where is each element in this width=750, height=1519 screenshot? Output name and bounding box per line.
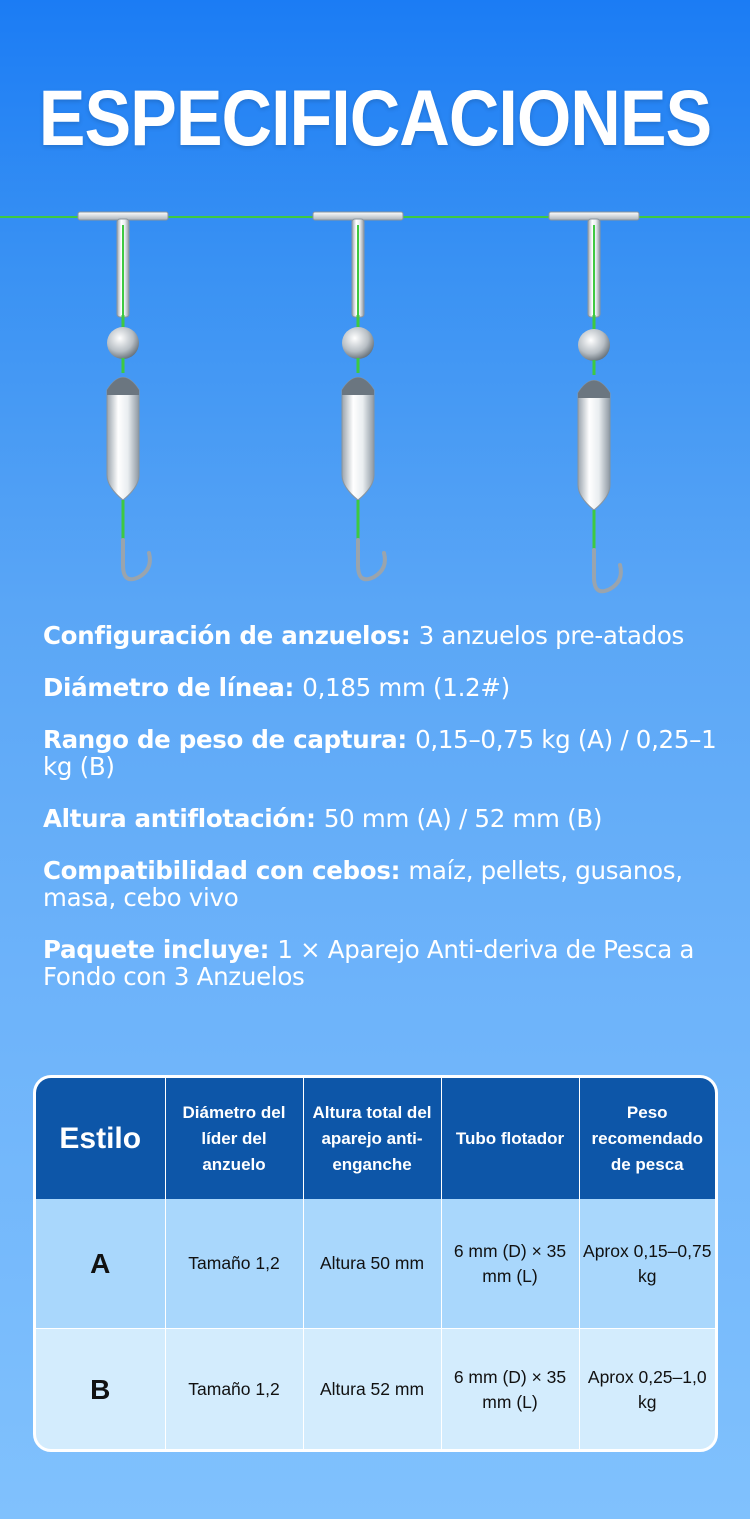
spec-line-diameter: Diámetro de línea: 0,185 mm (1.2#) <box>43 673 510 702</box>
swivel-bead <box>107 327 139 359</box>
cell-fishing-weight: Aprox 0,15–0,75 kg <box>579 1199 715 1329</box>
page-title: ESPECIFICACIONES <box>38 74 712 162</box>
header-leader-diameter: Diámetro del líder del anzuelo <box>165 1078 303 1199</box>
spec-package: Paquete incluye: 1 × Aparejo Anti-deriva de Pesca a Fondo con 3 Anzuelos <box>43 935 695 991</box>
cell-style: A <box>36 1199 165 1329</box>
spec-list <box>43 622 733 1015</box>
table-row <box>36 1329 715 1451</box>
rig-2 <box>313 212 403 579</box>
header-float-tube: Tubo flotador <box>441 1078 579 1199</box>
spec-catch-weight: Rango de peso de captura: 0,15–0,75 kg (A) / 0,25–1 kg (B) <box>43 725 717 781</box>
table-row <box>36 1199 715 1329</box>
cell-style: B <box>36 1329 165 1451</box>
spec-anti-float-height: Altura antiflotación: 50 mm (A) / 52 mm (B) <box>43 804 603 833</box>
cell-float-tube: 6 mm (D) × 35 mm (L) <box>441 1199 579 1329</box>
spec-table <box>36 1078 715 1450</box>
spec-table-card <box>33 1075 718 1452</box>
cell-leader-diameter: Tamaño 1,2 <box>165 1199 303 1329</box>
fishing-rigs-illustration <box>0 205 750 605</box>
rig-1 <box>78 212 168 579</box>
cell-fishing-weight: Aprox 0,25–1,0 kg <box>579 1329 715 1451</box>
cell-rig-height: Altura 50 mm <box>303 1199 441 1329</box>
rig-3 <box>549 212 639 591</box>
header-fishing-weight: Peso recomendado de pesca <box>579 1078 715 1199</box>
header-rig-height: Altura total del aparejo anti-enganche <box>303 1078 441 1199</box>
spec-bait-compat: Compatibilidad con cebos: maíz, pellets, gusanos, masa, cebo vivo <box>43 856 683 912</box>
hook <box>123 540 150 579</box>
float-tube <box>107 378 139 501</box>
cell-float-tube: 6 mm (D) × 35 mm (L) <box>441 1329 579 1451</box>
cell-rig-height: Altura 52 mm <box>303 1329 441 1451</box>
spec-hook-config: Configuración de anzuelos: 3 anzuelos pre-atados <box>43 621 685 650</box>
cell-leader-diameter: Tamaño 1,2 <box>165 1329 303 1451</box>
table-header-row <box>36 1078 715 1199</box>
header-style: Estilo <box>36 1078 165 1199</box>
